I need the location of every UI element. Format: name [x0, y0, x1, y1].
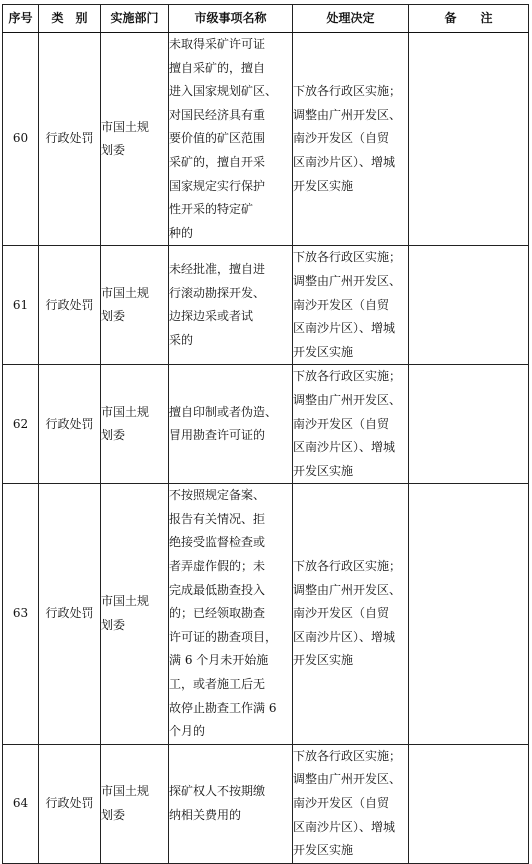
header-item: 市级事项名称 [169, 5, 293, 33]
row-department: 市国土规 划委 [101, 365, 169, 484]
row-department: 市国土规 划委 [101, 33, 169, 246]
row-number: 64 [3, 744, 39, 863]
row-number: 63 [3, 484, 39, 745]
row-item-name: 不按照规定备案、 报告有关情况、拒 绝接受监督检查或 者弄虚作假的；未 完成最低勘查投入 的；已经领取勘查 许可证的勘查项目， 满 6 个月未开始施 工，或者施工后无 故停止勘查工作满 6 个月的 [169, 484, 293, 745]
header-dept: 实施部门 [101, 5, 169, 33]
table-row [3, 744, 529, 863]
row-type: 行政处罚 [39, 246, 101, 365]
matters-table [2, 4, 529, 864]
row-decision: 下放各行政区实施； 调整由广州开发区、 南沙开发区（自贸 区南沙片区）、增城 开发区实施 [293, 484, 409, 745]
table-row [3, 484, 529, 745]
row-department: 市国土规 划委 [101, 484, 169, 745]
header-decision: 处理决定 [293, 5, 409, 33]
header-remark: 备 注 [409, 5, 529, 33]
row-type: 行政处罚 [39, 744, 101, 863]
row-type: 行政处罚 [39, 484, 101, 745]
row-remark [409, 744, 529, 863]
row-item-name: 未经批准，擅自进 行滚动勘探开发、 边探边采或者试 采的 [169, 246, 293, 365]
row-number: 61 [3, 246, 39, 365]
header-type: 类 别 [39, 5, 101, 33]
row-department: 市国土规 划委 [101, 744, 169, 863]
row-item-name: 探矿权人不按期缴 纳相关费用的 [169, 744, 293, 863]
header-no: 序号 [3, 5, 39, 33]
row-remark [409, 246, 529, 365]
row-decision: 下放各行政区实施； 调整由广州开发区、 南沙开发区（自贸 区南沙片区）、增城 开发区实施 [293, 33, 409, 246]
row-remark [409, 33, 529, 246]
row-decision: 下放各行政区实施； 调整由广州开发区、 南沙开发区（自贸 区南沙片区）、增城 开发区实施 [293, 365, 409, 484]
row-department: 市国土规 划委 [101, 246, 169, 365]
row-type: 行政处罚 [39, 33, 101, 246]
table-header-row [3, 5, 529, 33]
row-type: 行政处罚 [39, 365, 101, 484]
row-number: 62 [3, 365, 39, 484]
row-decision: 下放各行政区实施； 调整由广州开发区、 南沙开发区（自贸 区南沙片区）、增城 开发区实施 [293, 744, 409, 863]
row-remark [409, 365, 529, 484]
row-remark [409, 484, 529, 745]
table-row [3, 246, 529, 365]
row-number: 60 [3, 33, 39, 246]
row-item-name: 擅自印制或者伪造、 冒用勘查许可证的 [169, 365, 293, 484]
row-decision: 下放各行政区实施； 调整由广州开发区、 南沙开发区（自贸 区南沙片区）、增城 开发区实施 [293, 246, 409, 365]
row-item-name: 未取得采矿许可证 擅自采矿的，擅自 进入国家规划矿区、 对国民经济具有重 要价值的矿区范围 采矿的，擅自开采 国家规定实行保护 性开采的特定矿 种的 [169, 33, 293, 246]
table-row [3, 365, 529, 484]
table-row [3, 33, 529, 246]
